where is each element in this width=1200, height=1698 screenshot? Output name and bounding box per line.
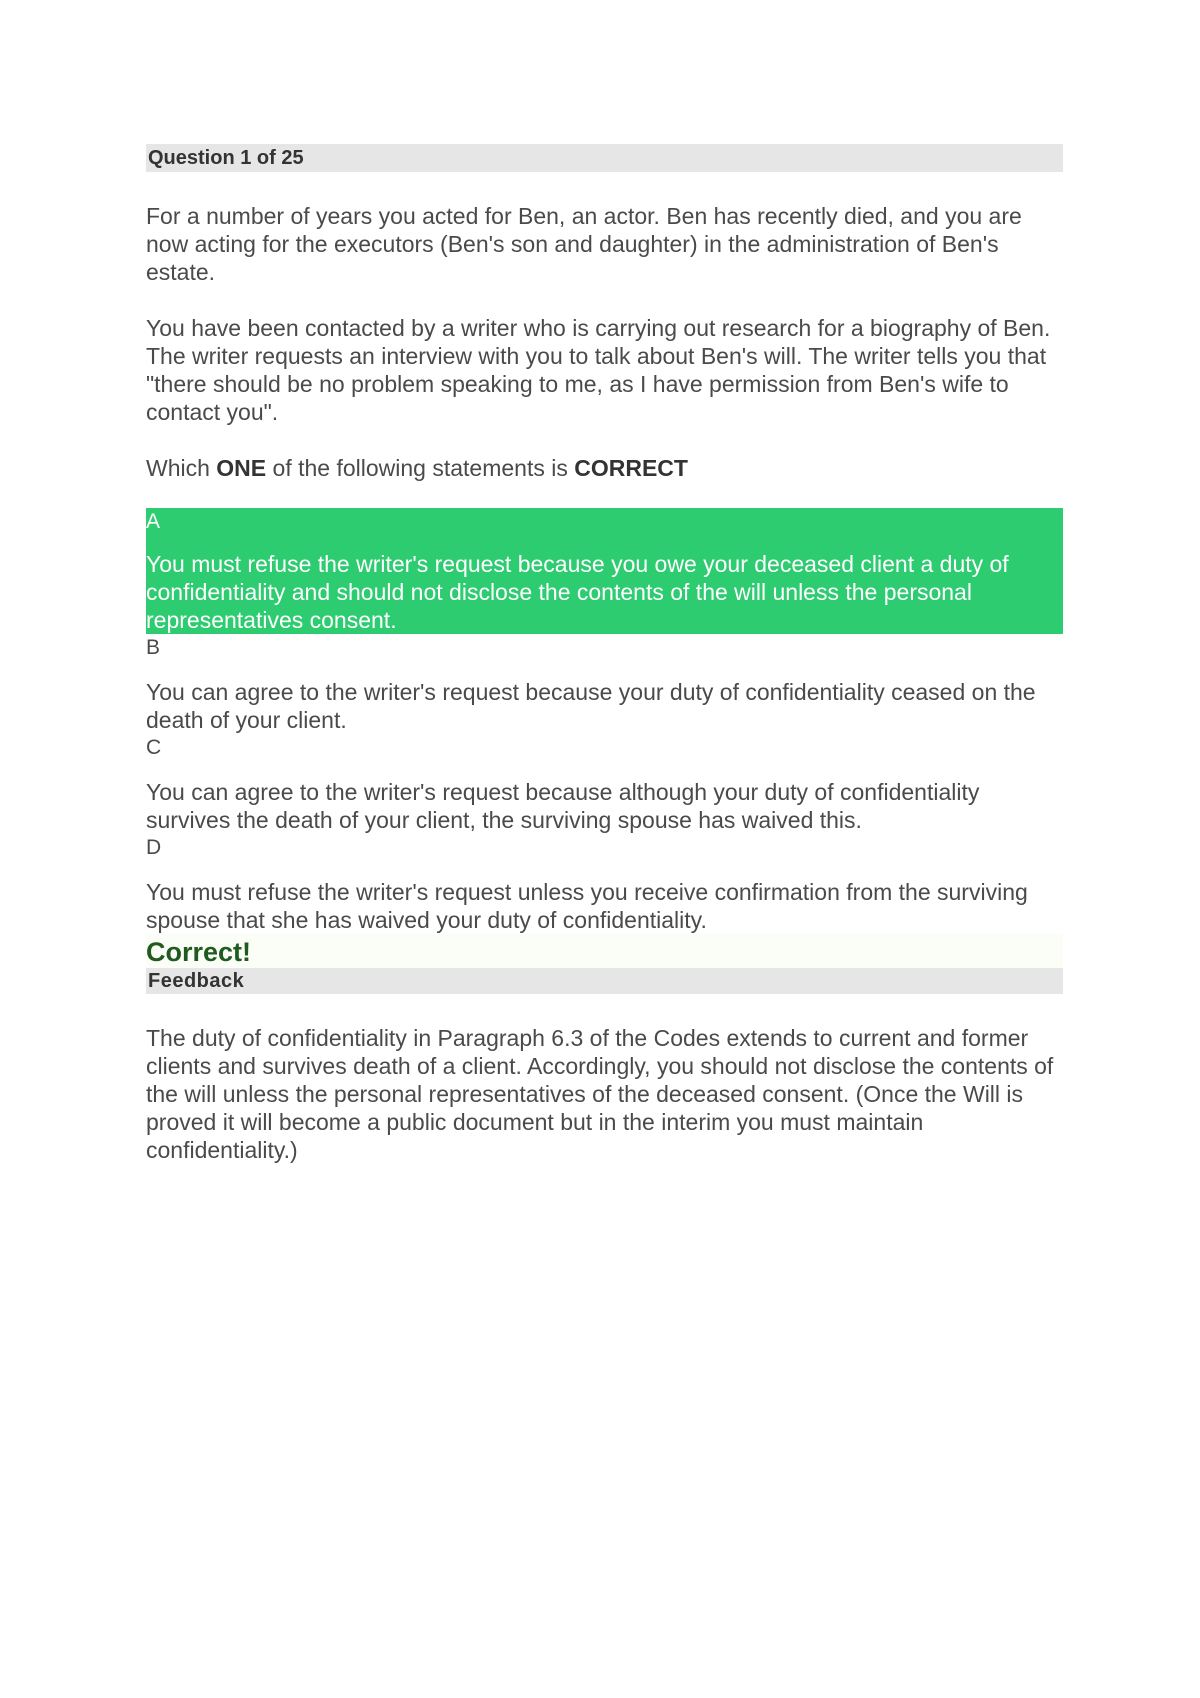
question-number: Question 1 of 25 bbox=[148, 147, 304, 169]
option-letter: A bbox=[146, 510, 161, 533]
prompt-text: Which bbox=[146, 455, 217, 481]
answer-option-a[interactable] bbox=[146, 508, 1063, 634]
question-stem-paragraph: For a number of years you acted for Ben, an actor. Ben has recently died, and you are now acting for the executors (Ben's son and daughter) in the administration of Ben's estate. bbox=[146, 203, 1022, 285]
result-label: Correct! bbox=[146, 937, 252, 967]
question-prompt bbox=[146, 454, 1063, 482]
option-letter: C bbox=[146, 736, 162, 759]
option-text: You must refuse the writer's request unless you receive confirmation from the surviving spouse that she has waived your duty of confidentiality. bbox=[146, 879, 1028, 933]
prompt-emphasis: CORRECT bbox=[574, 455, 688, 481]
quiz-review-page bbox=[146, 144, 1063, 1164]
option-letter: B bbox=[146, 636, 161, 659]
answer-option-b[interactable] bbox=[146, 634, 1063, 734]
feedback-text: The duty of confidentiality in Paragraph 6.3 of the Codes extends to current and former clients and survives death of a client. Accordingly, you should not disclose the contents of the will unless the personal representatives of the deceased consent. (Once the Will is proved it will become a public document but in the interim you must maintain confidentiality.) bbox=[146, 1025, 1054, 1163]
option-text: You must refuse the writer's request because you owe your deceased client a duty of confidentiality and should not disclose the contents of the will unless the personal representatives consent. bbox=[146, 551, 1009, 633]
option-text: You can agree to the writer's request because although your duty of confidentiality survives the death of your client, the surviving spouse has waived this. bbox=[146, 779, 980, 833]
answer-options bbox=[146, 508, 1063, 934]
feedback-title: Feedback bbox=[148, 970, 245, 992]
option-letter: D bbox=[146, 836, 162, 859]
prompt-emphasis: ONE bbox=[216, 455, 267, 481]
question-header bbox=[146, 144, 1063, 172]
question-stem-paragraph: You have been contacted by a writer who is carrying out research for a biography of Ben. The writer requests an interview with you to talk about Ben's will. The writer tells you that "there should be no problem speaking to me, as I have permission from Ben's wife to contact you". bbox=[146, 315, 1051, 425]
result-banner bbox=[146, 934, 1063, 968]
option-text: You can agree to the writer's request because your duty of confidentiality ceased on the death of your client. bbox=[146, 679, 1036, 733]
feedback-header bbox=[146, 968, 1063, 994]
prompt-text: of the following statements is bbox=[266, 455, 575, 481]
answer-option-d[interactable] bbox=[146, 834, 1063, 934]
answer-option-c[interactable] bbox=[146, 734, 1063, 834]
